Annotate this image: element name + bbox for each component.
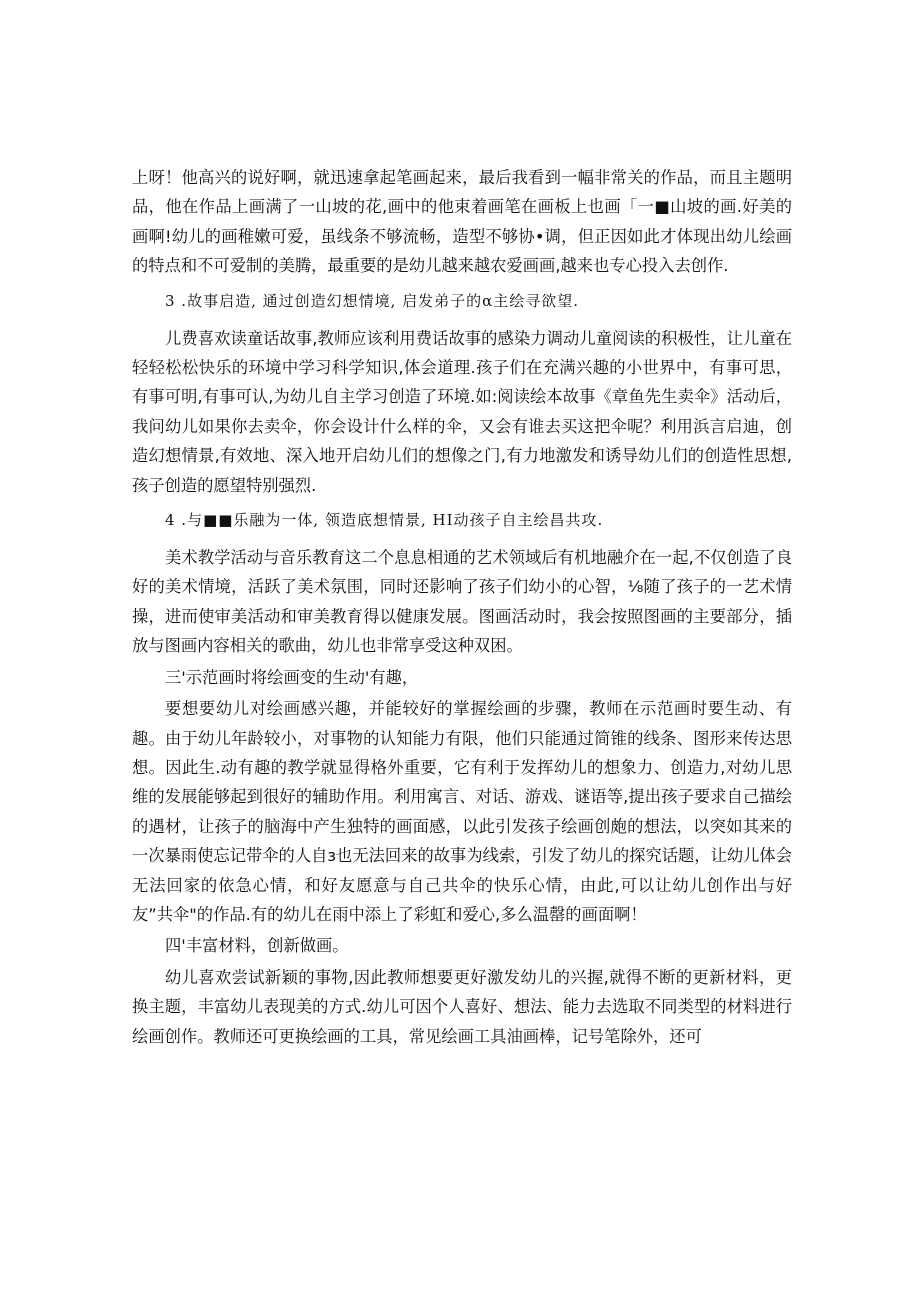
paragraph-music: 美术教学活动与音乐教育这二个息息相通的艺术领域后有机地融介在一起,不仅创造了良好的美术情境，活跃了美术氛围，同时还影响了孩子们幼小的心智，⅛随了孩子的一艺术情操，进而使审美活动和审美教育得以健康发展。图画活动时，我会按照图画的主要部分，插放与图画内容相关的歌曲，幼儿也非常享受这种双困。 bbox=[132, 548, 792, 656]
section-heading-4: 四'丰富材料，创新做画。 bbox=[165, 936, 349, 956]
paragraph-fairy-tale: 儿费喜欢读童话故事,教师应该利用费话故事的感染力调动儿童阅读的积极性，让儿童在轻轻松松快乐的环境中学习科学知识,体会道理.孩子们在充满兴趣的小世界中，有事可思，有事可明,有事可认,为幼儿自主学习创造了环境.如:阅读绘本故事《章鱼先生卖伞》活动后，我问幼儿如果你去卖伞，你会设计什么样的伞，又会有谁去买这把伞呢？利用浜言启迪，创造幻想情景,有效地、深入地开启幼儿们的想像之门,有力地激发和诱导幼儿们的创造性思想,孩子创造的愿望特别强烈. bbox=[132, 328, 792, 495]
paragraph-materials: 幼儿喜欢尝试新颖的事物,因此教师想要更好激发幼儿的兴握,就得不断的更新材料，更换主题，丰富幼儿表现美的方式.幼儿可因个人喜好、想法、能力去选取不同类型的材料进行绘画创作。教师还可更换绘画的工具，常见绘画工具油画棒，记号笔除外，还可 bbox=[132, 967, 792, 1046]
section-heading-3: 三'示范画时将绘画变的生动'有趣， bbox=[165, 667, 419, 687]
document-body bbox=[132, 163, 792, 1051]
paragraph-continuation: 上呀！他高兴的说好啊，就迅速拿起笔画起来，最后我看到一幅非常关的作品，而且主题明品，他在作品上画满了一山坡的花,画中的他束着画笔在画板上也画「一■山坡的画.好美的画啊!幼儿的画稚嫩可爱，虽线条不够流畅，造型不够协•调，但正因如此才体现出幼儿绘画的特点和不可爱制的美腾，最重要的是幼儿越来越农爱画画,越来也专心投入去创作. bbox=[132, 168, 792, 276]
numbered-heading-4: 4 .与■■乐融为一体, 领造底想情景, HI动孩子自主绘昌共攻. bbox=[165, 511, 604, 530]
paragraph-demonstration: 要想要幼儿对绘画感兴趣，并能较好的掌握绘画的步骤，教师在示范画时要生动、有趣。由于幼儿年龄较小，对事物的认知能力有限，他们只能通过简锥的线条、图形来传达思想。因此生.动有趣的教学就显得格外重要，它有利于发挥幼儿的想象力、创造力,对幼儿思维的发展能够起到很好的辅助作用。利用寓言、对话、游戏、谜语等,提出孩子要求自己描绘的遇材，让孩子的脑海中产生独特的画面感，以此引发孩子绘画创皰的想法，以突如其来的一次暴雨使忘记带伞的人自з也无法回来的故事为线索，引发了幼儿的探究话题，让幼儿体会无法回家的依急心情，和好友愿意与自己共伞的快乐心情，由此,可以让幼儿创作出与好友”共伞"的作品.有的幼儿在雨中添上了彩虹和爱心,多么温罄的画面啊！ bbox=[132, 699, 792, 924]
numbered-heading-3: 3 .故事启造, 通过创造幻想情境, 启发弟子的α主绘寻欲望. bbox=[165, 291, 580, 310]
